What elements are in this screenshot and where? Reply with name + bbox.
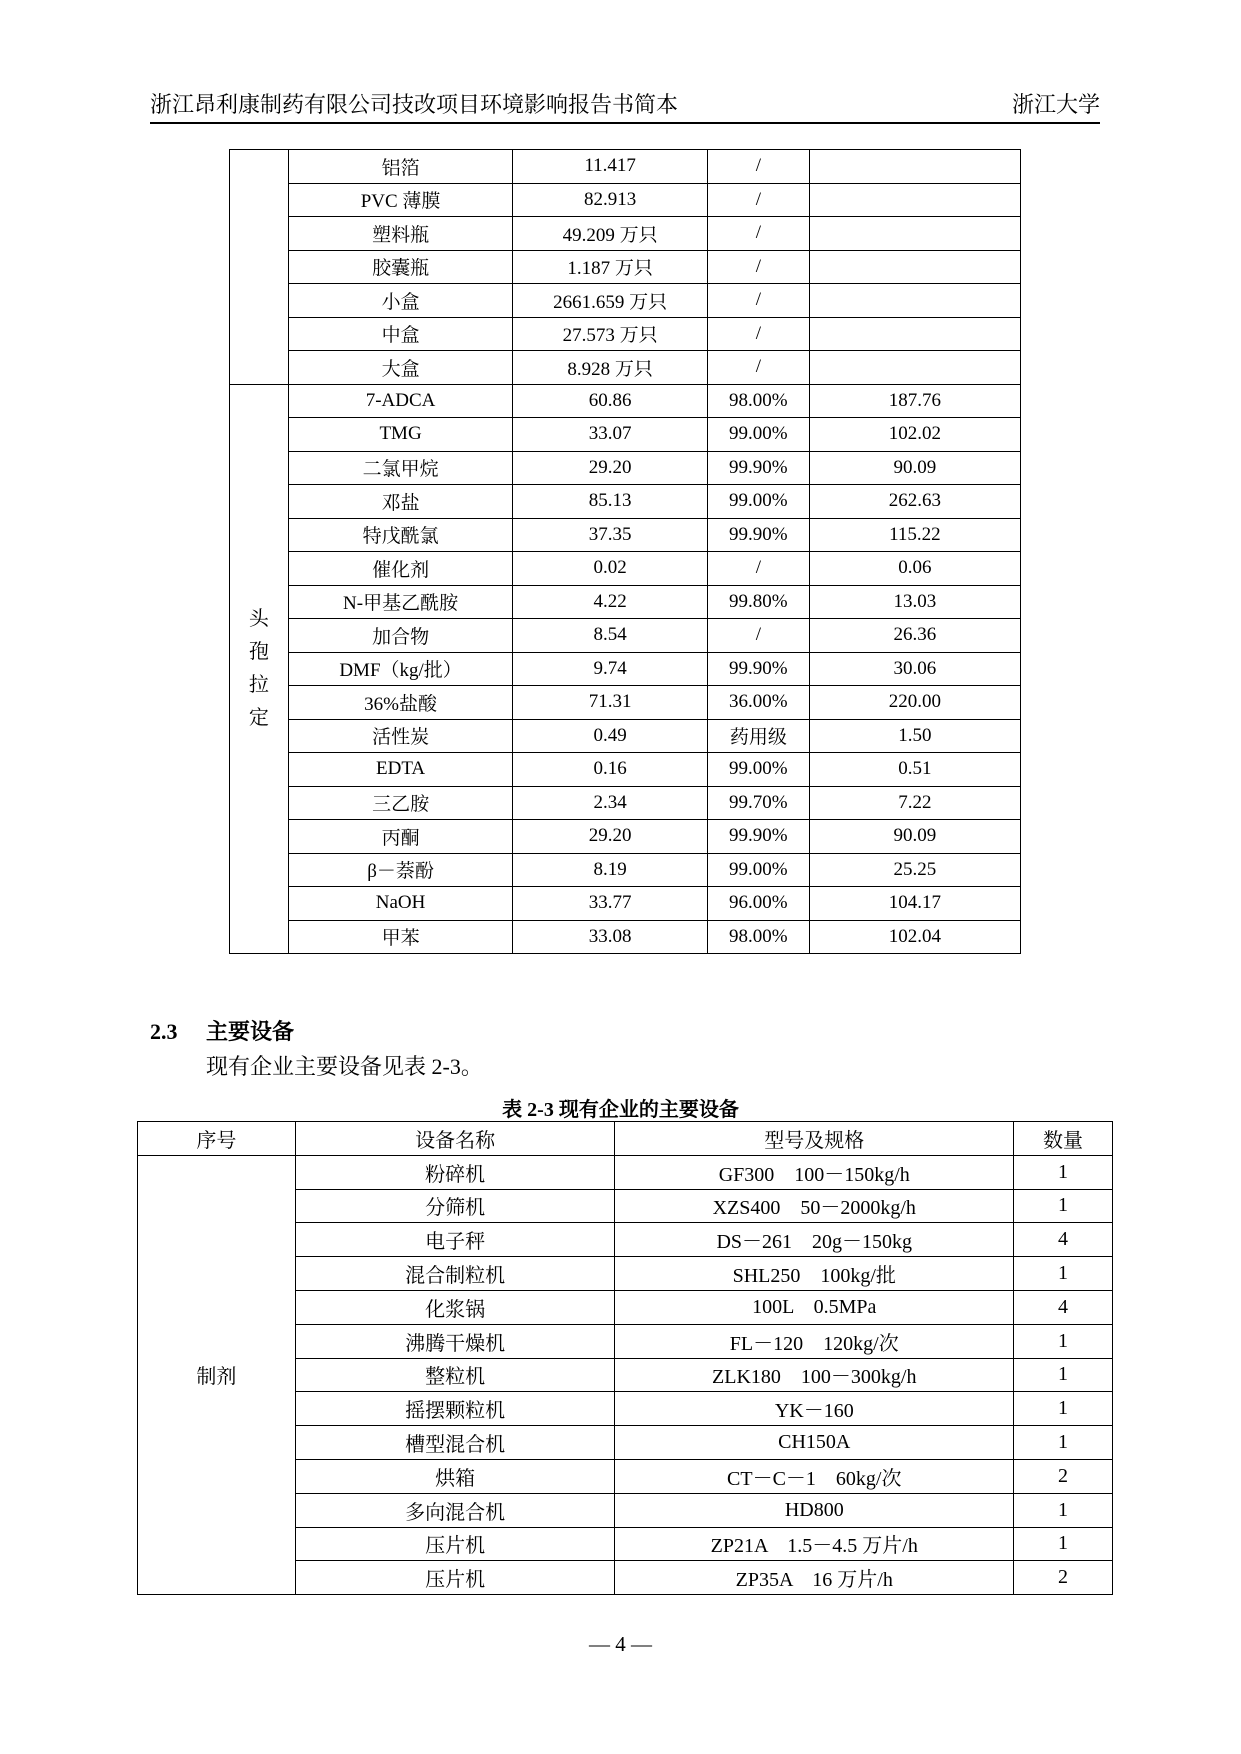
cell-amount: 60.86 xyxy=(513,384,708,418)
cell-name: EDTA xyxy=(288,753,513,787)
cell-amount: 85.13 xyxy=(513,485,708,519)
cell-annual xyxy=(809,217,1020,251)
cell-spec: ZP21A 1.5－4.5 万片/h xyxy=(615,1527,1014,1561)
cell-qty: 1 xyxy=(1014,1392,1113,1426)
cell-qty: 1 xyxy=(1014,1324,1113,1358)
cell-purity: 99.90% xyxy=(707,518,809,552)
section-title: 主要设备 xyxy=(206,1019,295,1044)
cell-spec: YK－160 xyxy=(615,1392,1014,1426)
cell-annual: 26.36 xyxy=(809,619,1020,653)
table-row xyxy=(230,920,1021,954)
cell-name: TMG xyxy=(288,418,513,452)
cell-purity: / xyxy=(707,150,809,184)
cell-annual: 90.09 xyxy=(809,820,1020,854)
table-row xyxy=(230,250,1021,284)
cell-annual: 1.50 xyxy=(809,719,1020,753)
cell-spec: SHL250 100kg/批 xyxy=(615,1257,1014,1291)
cell-name: 小盒 xyxy=(288,284,513,318)
header-spec: 型号及规格 xyxy=(615,1122,1014,1156)
cell-purity: 98.00% xyxy=(707,384,809,418)
cell-qty: 4 xyxy=(1014,1290,1113,1324)
cell-annual: 102.02 xyxy=(809,418,1020,452)
cell-name: 混合制粒机 xyxy=(295,1257,615,1291)
table-row xyxy=(230,384,1021,418)
cell-annual xyxy=(809,317,1020,351)
cell-name: 催化剂 xyxy=(288,552,513,586)
table-row xyxy=(138,1155,1113,1189)
cell-name: 电子秤 xyxy=(295,1223,615,1257)
cell-name: N-甲基乙酰胺 xyxy=(288,585,513,619)
cell-amount: 11.417 xyxy=(513,150,708,184)
section-heading xyxy=(150,1015,294,1046)
table-caption: 表 2-3 现有企业的主要设备 xyxy=(502,1099,739,1121)
cell-annual xyxy=(809,284,1020,318)
section-paragraph: 现有企业主要设备见表 2-3。 xyxy=(206,1054,483,1079)
cell-annual: 0.06 xyxy=(809,552,1020,586)
table-row xyxy=(230,786,1021,820)
cell-annual xyxy=(809,250,1020,284)
header-seq: 序号 xyxy=(138,1122,296,1156)
cell-qty: 1 xyxy=(1014,1155,1113,1189)
cell-annual xyxy=(809,183,1020,217)
cell-name: 铝箔 xyxy=(288,150,513,184)
cell-qty: 4 xyxy=(1014,1223,1113,1257)
cell-amount: 8.54 xyxy=(513,619,708,653)
cell-purity: / xyxy=(707,250,809,284)
cell-purity: 96.00% xyxy=(707,887,809,921)
header-name: 设备名称 xyxy=(295,1122,615,1156)
cell-name: 胶囊瓶 xyxy=(288,250,513,284)
table-row xyxy=(230,619,1021,653)
cell-amount: 2661.659 万只 xyxy=(513,284,708,318)
cell-name: 沸腾干燥机 xyxy=(295,1324,615,1358)
cell-amount: 27.573 万只 xyxy=(513,317,708,351)
cell-qty: 1 xyxy=(1014,1358,1113,1392)
cell-purity: / xyxy=(707,351,809,385)
cell-name: 加合物 xyxy=(288,619,513,653)
cell-amount: 2.34 xyxy=(513,786,708,820)
cell-name: 7-ADCA xyxy=(288,384,513,418)
table-row xyxy=(230,853,1021,887)
cell-name: DMF（kg/批） xyxy=(288,652,513,686)
cell-amount: 29.20 xyxy=(513,451,708,485)
header-qty: 数量 xyxy=(1014,1122,1113,1156)
cell-amount: 49.209 万只 xyxy=(513,217,708,251)
table-row xyxy=(230,317,1021,351)
cell-amount: 82.913 xyxy=(513,183,708,217)
cell-name: 分筛机 xyxy=(295,1189,615,1223)
cell-amount: 0.16 xyxy=(513,753,708,787)
table-row xyxy=(230,418,1021,452)
cell-name: 丙酮 xyxy=(288,820,513,854)
cell-name: PVC 薄膜 xyxy=(288,183,513,217)
cell-qty: 2 xyxy=(1014,1561,1113,1595)
table-row xyxy=(230,652,1021,686)
group-cell: 制剂 xyxy=(138,1155,296,1594)
cell-spec: CT－C－1 60kg/次 xyxy=(615,1459,1014,1493)
cell-name: 中盒 xyxy=(288,317,513,351)
cell-amount: 33.08 xyxy=(513,920,708,954)
cell-name: β－萘酚 xyxy=(288,853,513,887)
equipment-header-row xyxy=(138,1122,1113,1156)
cell-purity: 99.80% xyxy=(707,585,809,619)
cell-annual xyxy=(809,150,1020,184)
cell-purity: 98.00% xyxy=(707,920,809,954)
cell-name: 大盒 xyxy=(288,351,513,385)
cell-annual: 13.03 xyxy=(809,585,1020,619)
table-row xyxy=(230,686,1021,720)
cell-spec: XZS400 50－2000kg/h xyxy=(615,1189,1014,1223)
cell-annual: 102.04 xyxy=(809,920,1020,954)
cell-purity: 99.90% xyxy=(707,820,809,854)
cell-name: 粉碎机 xyxy=(295,1155,615,1189)
cell-annual: 220.00 xyxy=(809,686,1020,720)
cell-purity: / xyxy=(707,552,809,586)
cell-purity: 99.90% xyxy=(707,652,809,686)
cell-purity: / xyxy=(707,217,809,251)
cell-qty: 1 xyxy=(1014,1527,1113,1561)
header-organization: 浙江大学 xyxy=(1011,92,1100,117)
cell-name: 邓盐 xyxy=(288,485,513,519)
cell-name: 压片机 xyxy=(295,1527,615,1561)
cell-purity: / xyxy=(707,317,809,351)
table-row xyxy=(230,552,1021,586)
table-row xyxy=(230,451,1021,485)
cell-name: 整粒机 xyxy=(295,1358,615,1392)
cell-annual: 115.22 xyxy=(809,518,1020,552)
cell-name: 塑料瓶 xyxy=(288,217,513,251)
table-row xyxy=(230,217,1021,251)
group-char: 头 xyxy=(248,607,269,630)
cell-spec: DS－261 20g－150kg xyxy=(615,1223,1014,1257)
page-header xyxy=(150,88,1100,124)
group-char: 定 xyxy=(248,706,269,729)
cell-purity: / xyxy=(707,284,809,318)
equipment-table xyxy=(137,1121,1113,1595)
table-row xyxy=(230,183,1021,217)
cell-annual: 187.76 xyxy=(809,384,1020,418)
cell-amount: 37.35 xyxy=(513,518,708,552)
cell-spec: ZP35A 16 万片/h xyxy=(615,1561,1014,1595)
cell-name: 36%盐酸 xyxy=(288,686,513,720)
group-char: 拉 xyxy=(248,673,269,696)
table-row xyxy=(230,351,1021,385)
cell-purity: 药用级 xyxy=(707,719,809,753)
cell-purity: 99.00% xyxy=(707,418,809,452)
table-row xyxy=(230,887,1021,921)
table-row xyxy=(230,518,1021,552)
cell-annual xyxy=(809,351,1020,385)
cell-purity: 99.00% xyxy=(707,753,809,787)
cell-amount: 71.31 xyxy=(513,686,708,720)
cell-amount: 33.07 xyxy=(513,418,708,452)
cell-spec: FL－120 120kg/次 xyxy=(615,1324,1014,1358)
cell-purity: 99.00% xyxy=(707,853,809,887)
cell-annual: 30.06 xyxy=(809,652,1020,686)
header-title: 浙江昂利康制药有限公司技改项目环境影响报告书简本 xyxy=(150,92,679,117)
table-row xyxy=(230,585,1021,619)
cell-purity: / xyxy=(707,619,809,653)
cell-name: 摇摆颗粒机 xyxy=(295,1392,615,1426)
cell-spec: CH150A xyxy=(615,1426,1014,1460)
cell-qty: 1 xyxy=(1014,1493,1113,1527)
cell-spec: GF300 100－150kg/h xyxy=(615,1155,1014,1189)
cell-spec: 100L 0.5MPa xyxy=(615,1290,1014,1324)
table-row xyxy=(230,284,1021,318)
cell-qty: 2 xyxy=(1014,1459,1113,1493)
group-cell xyxy=(230,150,289,385)
cell-name: 活性炭 xyxy=(288,719,513,753)
cell-qty: 1 xyxy=(1014,1189,1113,1223)
cell-amount: 1.187 万只 xyxy=(513,250,708,284)
cell-purity: 99.00% xyxy=(707,485,809,519)
cell-name: 三乙胺 xyxy=(288,786,513,820)
cell-annual: 90.09 xyxy=(809,451,1020,485)
cell-name: 槽型混合机 xyxy=(295,1426,615,1460)
cell-spec: HD800 xyxy=(615,1493,1014,1527)
cell-amount: 0.02 xyxy=(513,552,708,586)
cell-purity: 36.00% xyxy=(707,686,809,720)
cell-annual: 262.63 xyxy=(809,485,1020,519)
cell-amount: 33.77 xyxy=(513,887,708,921)
cell-annual: 0.51 xyxy=(809,753,1020,787)
cell-name: 特戊酰氯 xyxy=(288,518,513,552)
cell-amount: 9.74 xyxy=(513,652,708,686)
cell-name: 化浆锅 xyxy=(295,1290,615,1324)
cell-name: 多向混合机 xyxy=(295,1493,615,1527)
table-row xyxy=(230,150,1021,184)
group-cell xyxy=(230,384,289,954)
table-row xyxy=(230,753,1021,787)
group-char: 孢 xyxy=(248,640,269,663)
cell-amount: 29.20 xyxy=(513,820,708,854)
page-number: — 4 — xyxy=(589,1632,652,1656)
raw-materials-table xyxy=(229,149,1021,954)
cell-name: 二氯甲烷 xyxy=(288,451,513,485)
cell-amount: 4.22 xyxy=(513,585,708,619)
cell-purity: 99.90% xyxy=(707,451,809,485)
table-row xyxy=(230,719,1021,753)
cell-qty: 1 xyxy=(1014,1426,1113,1460)
cell-qty: 1 xyxy=(1014,1257,1113,1291)
cell-name: 压片机 xyxy=(295,1561,615,1595)
table-row xyxy=(230,485,1021,519)
cell-amount: 8.928 万只 xyxy=(513,351,708,385)
cell-name: 烘箱 xyxy=(295,1459,615,1493)
cell-name: 甲苯 xyxy=(288,920,513,954)
cell-annual: 25.25 xyxy=(809,853,1020,887)
section-number: 2.3 xyxy=(150,1019,178,1044)
cell-purity: 99.70% xyxy=(707,786,809,820)
cell-spec: ZLK180 100－300kg/h xyxy=(615,1358,1014,1392)
cell-amount: 0.49 xyxy=(513,719,708,753)
cell-name: NaOH xyxy=(288,887,513,921)
cell-amount: 8.19 xyxy=(513,853,708,887)
cell-annual: 7.22 xyxy=(809,786,1020,820)
cell-annual: 104.17 xyxy=(809,887,1020,921)
cell-purity: / xyxy=(707,183,809,217)
table-row xyxy=(230,820,1021,854)
